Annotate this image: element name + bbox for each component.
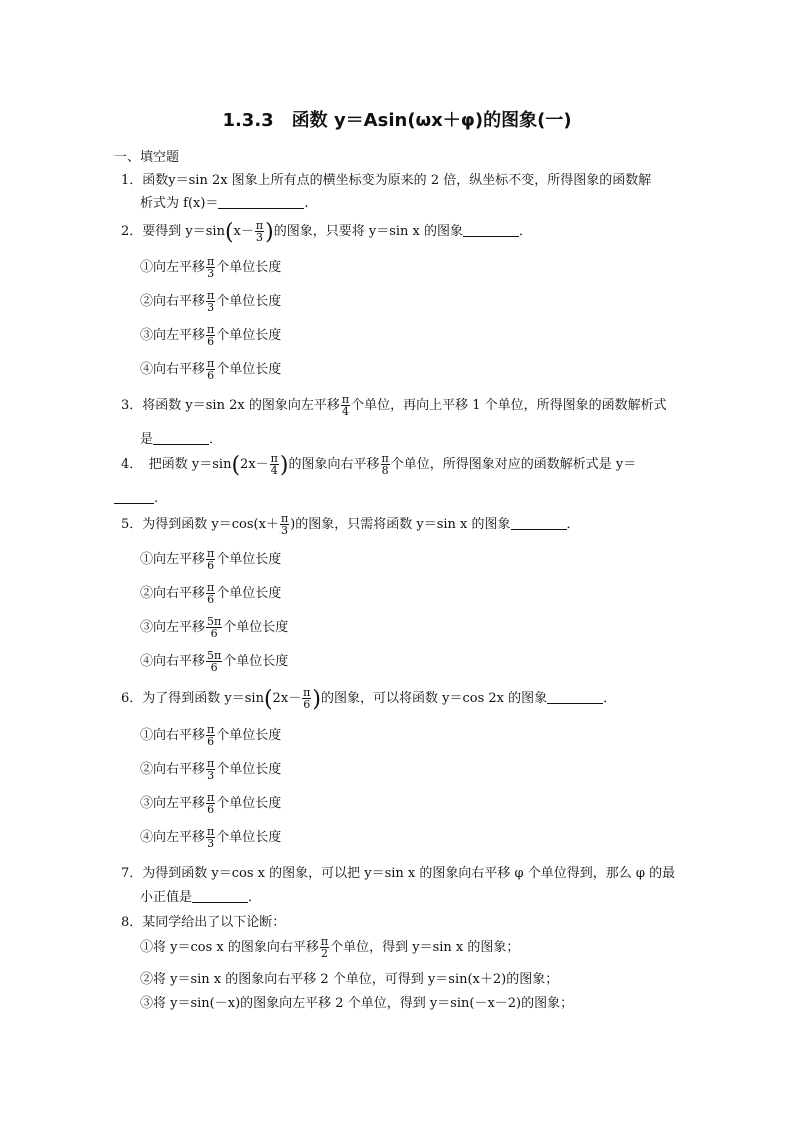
question-5-option-3: ③向左平移 $\frac{5\pi}{6}$ 个单位长度: [140, 615, 289, 640]
question-8-line-1: 8．某同学给出了以下论断：: [121, 915, 286, 930]
page-title: 1.3.3 函数 y＝Asin(ωx＋φ)的图象(一): [222, 110, 572, 131]
question-6-option-1: ①向右平移 $\frac{\pi}{6}$ 个单位长度: [140, 723, 282, 748]
question-2-option-2: ②向右平移 $\frac{\pi}{3}$ 个单位长度: [140, 289, 282, 314]
question-8-statement-3: ③将 y＝sin(－x)的图象向左平移 2 个单位，得到 y＝sin(－x－2)的图象；: [140, 996, 574, 1011]
question-2: 2．要得到 y＝sin(x－ $\frac{\pi}{3}$ )的图象，只要将 y＝sin x 的图象 ．: [121, 219, 533, 245]
question-6-option-4: ④向左平移 $\frac{\pi}{3}$ 个单位长度: [140, 825, 282, 850]
question-3-line-2: 是 ．: [140, 432, 223, 447]
question-3-line-1: 3．将函数 y＝sin 2x 的图象向左平移 $\frac{\pi}{4}$ 个单位，再向上平移 1 个单位，所得图象的函数解析式: [121, 393, 667, 418]
answer-blank[interactable]: [153, 432, 209, 445]
answer-blank[interactable]: [218, 196, 304, 209]
question-5-option-4: ④向右平移 $\frac{5\pi}{6}$ 个单位长度: [140, 649, 289, 674]
question-4: 4． 把函数 y＝sin(2x－ $\frac{\pi}{4}$ )的图象向右平移 $\frac{\pi}{8}$ 个单位，所得图象对应的函数解析式是 y＝: [121, 452, 637, 478]
question-5-option-2: ②向右平移 $\frac{\pi}{6}$ 个单位长度: [140, 581, 282, 606]
question-4-answer: .: [114, 491, 158, 506]
answer-blank[interactable]: [547, 691, 603, 704]
question-2-option-4: ④向右平移 $\frac{\pi}{6}$ 个单位长度: [140, 357, 282, 382]
answer-blank[interactable]: [114, 491, 154, 504]
question-7-line-1: 7．为得到函数 y＝cos x 的图象，可以把 y＝sin x 的图象向右平移 φ 个单位得到，那么 φ 的最: [121, 866, 676, 881]
question-2-option-1: ①向左平移 $\frac{\pi}{3}$ 个单位长度: [140, 255, 282, 280]
answer-blank[interactable]: [463, 224, 519, 237]
question-6: 6．为了得到函数 y＝sin(2x－ $\frac{\pi}{6}$ )的图象，可以将函数 y＝cos 2x 的图象 ．: [121, 686, 617, 712]
section-heading: 一、填空题: [114, 150, 180, 165]
question-6-option-2: ②向右平移 $\frac{\pi}{3}$ 个单位长度: [140, 757, 282, 782]
question-6-option-3: ③向左平移 $\frac{\pi}{6}$ 个单位长度: [140, 791, 282, 816]
question-2-option-3: ③向左平移 $\frac{\pi}{6}$ 个单位长度: [140, 323, 282, 348]
answer-blank[interactable]: [511, 517, 567, 530]
question-1-line-1: 1．函数y＝sin 2x 图象上所有点的横坐标变为原来的 2 倍，纵坐标不变，所得图象的函数解: [121, 173, 652, 188]
question-7-line-2: 小正值是 ．: [140, 890, 262, 905]
title-formula: y＝Asin(ωx＋φ): [333, 110, 484, 131]
fraction: $\frac{\pi}{3}$: [255, 219, 264, 244]
question-5: 5．为得到函数 y＝cos(x＋ $\frac{\pi}{3}$ )的图象，只需将函数 y＝sin x 的图象 ．: [121, 512, 580, 537]
question-5-option-1: ①向左平移 $\frac{\pi}{6}$ 个单位长度: [140, 547, 282, 572]
question-8-statement-2: ②将 y＝sin x 的图象向右平移 2 个单位，可得到 y＝sin(x＋2)的图象；: [140, 972, 559, 987]
answer-blank[interactable]: [192, 890, 248, 903]
question-8-statement-1: ①将 y＝cos x 的图象向右平移 $\frac{\pi}{2}$ 个单位，得到 y＝sin x 的图象；: [140, 935, 520, 960]
question-1-line-2: 析式为 f(x)＝ .: [140, 196, 309, 211]
